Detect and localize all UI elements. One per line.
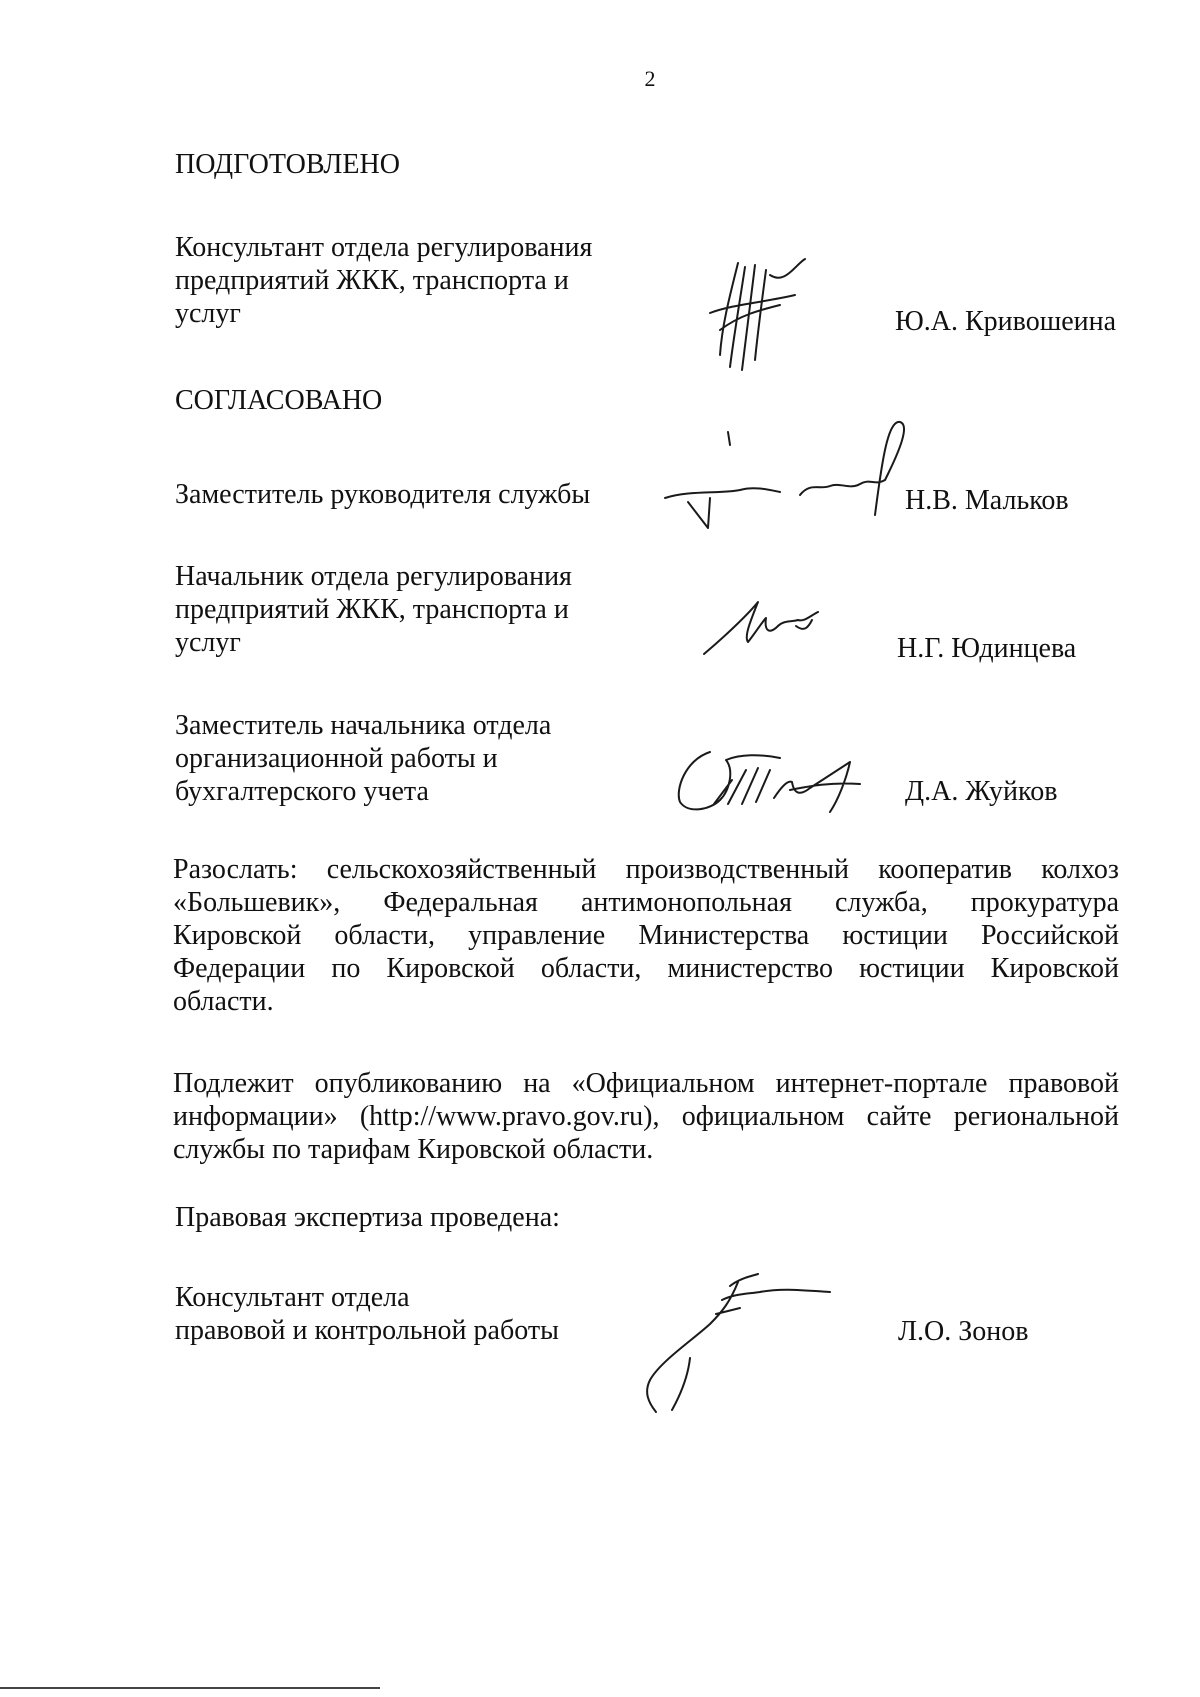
- position-line: организационной работы и: [175, 743, 498, 774]
- prepared-position: [175, 231, 592, 330]
- signer-name: Д.А. Жуйков: [905, 776, 1058, 807]
- agreed-heading: СОГЛАСОВАНО: [175, 385, 383, 416]
- publication-paragraph: [173, 1067, 1119, 1166]
- agreed-position-2: [175, 560, 572, 659]
- signature-malkov: [660, 420, 920, 550]
- distribution-line: области.: [173, 986, 274, 1017]
- legal-review-position: [175, 1281, 559, 1347]
- position-line: правовой и контрольной работы: [175, 1315, 559, 1346]
- distribution-line: Кировской области, управление Министерства юстиции Российской: [173, 920, 1119, 951]
- page-number: 2: [644, 66, 656, 91]
- signer-name: Л.О. Зонов: [898, 1316, 1029, 1347]
- distribution-line: Федерации по Кировской области, министерство юстиции Кировской: [173, 953, 1119, 984]
- distribution-paragraph: [173, 853, 1119, 1018]
- position-line: Начальник отдела регулирования: [175, 561, 572, 592]
- position-line: Консультант отдела регулирования: [175, 232, 593, 263]
- publication-line: службы по тарифам Кировской области.: [173, 1134, 654, 1165]
- signature-zhuikov: [670, 740, 880, 820]
- agreed-position-1: [175, 478, 590, 511]
- publication-line: Подлежит опубликованию на «Официальном интернет-портале правовой: [173, 1068, 1119, 1099]
- position-line: предприятий ЖКК, транспорта и: [175, 265, 569, 296]
- agreed-position-3: [175, 709, 551, 808]
- distribution-line: Разослать: сельскохозяйственный производственный кооператив колхоз: [173, 854, 1119, 885]
- publication-line: информации» (http://www.pravo.gov.ru), официальном сайте региональной: [173, 1101, 1119, 1132]
- signer-name: Н.В. Мальков: [905, 485, 1069, 516]
- position-line: услуг: [175, 627, 241, 658]
- position-line: предприятий ЖКК, транспорта и: [175, 594, 569, 625]
- position-line: Заместитель начальника отдела: [175, 710, 552, 741]
- position-line: бухгалтерского учета: [175, 776, 429, 807]
- signature-krivosheina: [700, 255, 810, 375]
- signature-zonov: [630, 1272, 840, 1422]
- prepared-heading: ПОДГОТОВЛЕНО: [175, 149, 400, 180]
- signer-name: Н.Г. Юдинцева: [897, 633, 1077, 664]
- position-line: услуг: [175, 298, 241, 329]
- position-line: Заместитель руководителя службы: [175, 479, 591, 510]
- legal-review-statement: Правовая экспертиза проведена:: [175, 1202, 560, 1233]
- signature-yudintseva: [700, 592, 830, 662]
- signer-name: Ю.А. Кривошеина: [895, 306, 1117, 337]
- distribution-line: «Большевик», Федеральная антимонопольная служба, прокуратура: [173, 887, 1119, 918]
- position-line: Консультант отдела: [175, 1282, 410, 1313]
- footer-rule: [0, 1687, 380, 1689]
